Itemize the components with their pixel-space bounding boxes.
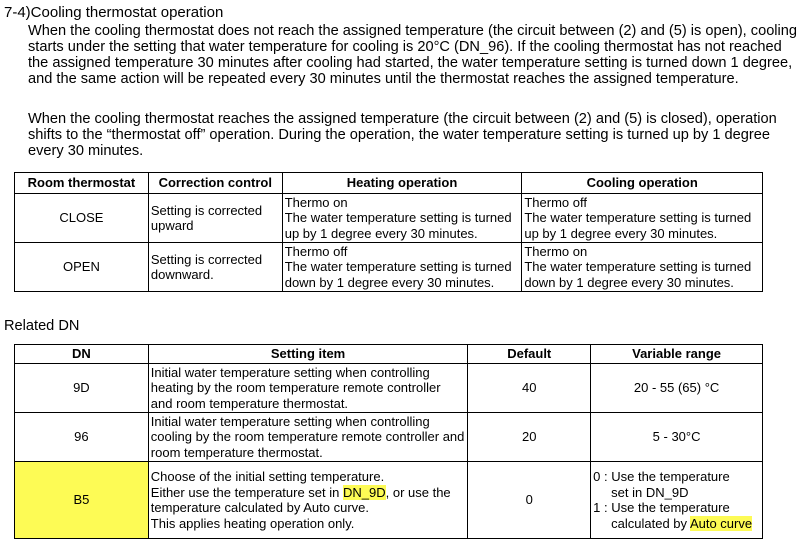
related-dn-title: Related DN [4,318,80,334]
table-row [15,243,763,292]
default-cell: 20 [468,413,591,462]
header-cooling-operation: Cooling operation [522,173,763,194]
cooling-title: Thermo off [524,194,587,210]
setting-item-cell: Initial water temperature setting when controlling heating by the room temperature remote controller and room temperature thermostat. [148,364,468,413]
table-header-row [15,173,763,194]
heating-text: The water temperature setting is turned up by 1 degree every 30 minutes. [284,210,512,241]
range-cell [591,462,763,539]
range-option-1-detail [593,516,760,532]
table-row [15,194,763,243]
table-header-row [15,345,763,364]
dn-cell-highlighted: B5 [15,462,149,539]
dn-cell: 96 [15,413,149,462]
item-line: This applies heating operation only. [150,515,355,531]
room-thermostat-cell: OPEN [15,243,149,292]
section-heading: 7-4)Cooling thermostat operation [4,4,224,21]
highlighted-auto-curve: Auto curve [689,515,753,531]
cooling-title: Thermo on [524,243,588,259]
dn-cell: 9D [15,364,149,413]
range-option-1: 1 : Use the temperature [593,500,730,515]
correction-cell: Setting is corrected upward [148,194,282,243]
table-row [15,364,763,413]
setting-item-cell [148,462,468,539]
item-text: , or use the [385,484,451,500]
room-thermostat-cell: CLOSE [15,194,149,243]
paragraph-cooling-start: When the cooling thermostat does not reach the assigned temperature (the circuit between (2) and (5) is open), cooling starts under the setting that water temperature for cooling is 20°C (DN_96). If the cooling thermostat has not reached the assigned temperature 30 minutes after cooling had started, the water temperature setting is turned down 1 degree, and the same action will be repeated every 30 minutes until the thermostat reaches the assigned temperature. [28,23,798,87]
header-setting-item: Setting item [148,345,468,364]
heating-title: Thermo on [284,194,348,210]
header-room-thermostat: Room thermostat [15,173,149,194]
related-dn-table [14,344,763,539]
cooling-cell [522,243,763,292]
highlighted-dn-ref: DN_9D [343,484,386,500]
table-row [15,462,763,539]
item-line: Choose of the initial setting temperature. [150,469,385,484]
range-option-0: 0 : Use the temperature [593,469,730,484]
heating-title: Thermo off [284,243,348,259]
correction-cell: Setting is corrected downward. [148,243,282,292]
paragraph-thermostat-off: When the cooling thermostat reaches the assigned temperature (the circuit between (2) and (5) is closed), operation shifts to the “thermostat off” operation. During the operation, the water temperature setting is turned up by 1 degree every 30 minutes. [28,111,777,159]
item-line: temperature calculated by Auto curve. [150,500,370,515]
table-row [15,413,763,462]
cooling-cell [522,194,763,243]
heating-cell [282,194,522,243]
item-text: Either use the temperature set in [150,484,343,500]
thermostat-table [14,172,763,292]
item-line [151,485,466,501]
header-default: Default [468,345,591,364]
header-heating-operation: Heating operation [282,173,522,194]
header-correction-control: Correction control [148,173,282,194]
range-cell: 5 - 30°C [591,413,763,462]
heating-cell [282,243,522,292]
cooling-text: The water temperature setting is turned up by 1 degree every 30 minutes. [524,210,752,241]
range-cell: 20 - 55 (65) °C [591,364,763,413]
range-text: calculated by [611,515,690,531]
heating-text: The water temperature setting is turned down by 1 degree every 30 minutes. [284,259,512,290]
header-dn: DN [15,345,149,364]
cooling-text: The water temperature setting is turned down by 1 degree every 30 minutes. [524,259,752,290]
header-variable-range: Variable range [591,345,763,364]
default-cell: 0 [468,462,591,539]
default-cell: 40 [468,364,591,413]
setting-item-cell: Initial water temperature setting when controlling cooling by the room temperature remote controller and room temperature thermostat. [148,413,468,462]
range-option-0-detail: set in DN_9D [611,484,689,500]
